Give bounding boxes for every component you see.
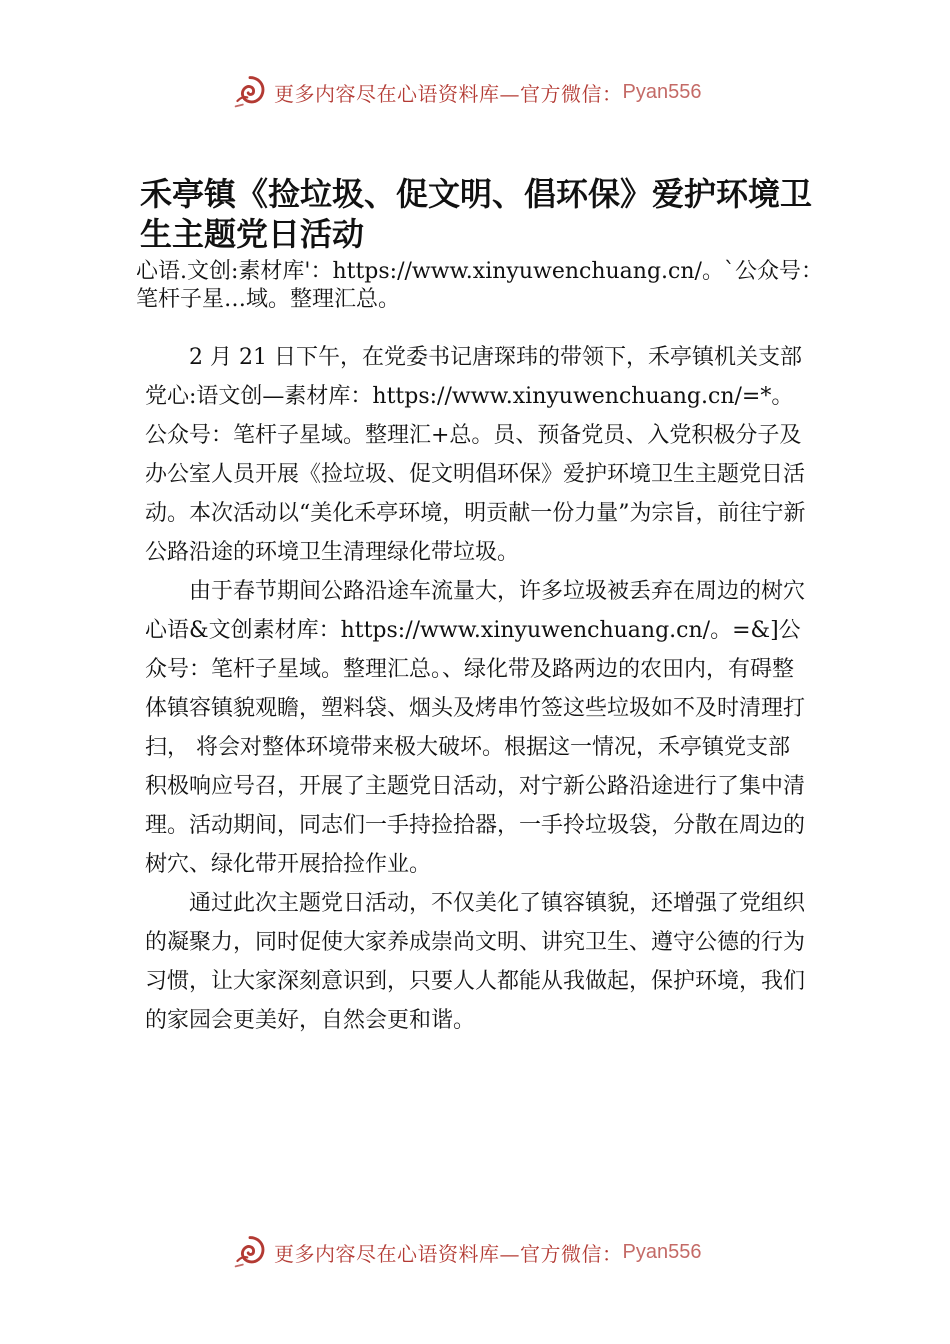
banner-slogan: 更多内容尽在心语资料库—官方微信： bbox=[274, 1241, 623, 1266]
footer-banner bbox=[232, 1232, 701, 1272]
document-title: 禾亭镇《捡垃圾、促文明、倡环保》爱护环境卫生主题党日活动 bbox=[140, 175, 813, 253]
banner-slogan: 更多内容尽在心语资料库—官方微信： bbox=[274, 81, 623, 106]
banner-wechat-id: Pyan556 bbox=[622, 1240, 702, 1263]
source-note: 心语.文创:素材库'：https://www.xinyuwenchuang.cn/。`公众号：笔杆子星…域。整理汇总。 bbox=[136, 259, 823, 312]
paragraph-3: 通过此次主题党日活动，不仅美化了镇容镇貌，还增强了党组织的凝聚力，同时促使大家养成崇尚文明、讲究卫生、遵守公德的行为习惯，让大家深刻意识到，只要人人都能从我做起，保护环境，我们的家园会更美好，自然会更和谐。 bbox=[145, 891, 806, 1033]
document-body bbox=[145, 338, 810, 1040]
paragraph-2: 由于春节期间公路沿途车流量大，许多垃圾被丢弃在周边的树穴心语&文创素材库：https://www.xinyuwenchuang.cn/。=&]公众号：笔杆子星域。整理汇总。、绿化带及路两边的农田内，有碍整体镇容镇貌观瞻，塑料袋、烟头及烤串竹签这些垃圾如不及时清理打扫， 将会对整体环境带来极大破坏。根据这一情况，禾亭镇党支部积极响应号召，开展了主题党日活动，对宁新公路沿途进行了集中清理。活动期间，同志们一手持捡拾器，一手拎垃圾袋，分散在周边的树穴、绿化带开展拾捡作业。 bbox=[145, 579, 806, 877]
swirl-logo-icon bbox=[232, 1234, 268, 1270]
swirl-logo-icon bbox=[232, 74, 268, 110]
banner-wechat-id: Pyan556 bbox=[622, 80, 702, 103]
header-banner bbox=[232, 72, 701, 112]
paragraph-1: 2 月 21 日下午，在党委书记唐琛玮的带领下，禾亭镇机关支部党心:语文创—素材库：https://www.xinyuwenchuang.cn/=*。公众号：笔杆子星域。整理汇+总。员、预备党员、入党积极分子及办公室人员开展《捡垃圾、促文明倡环保》爱护环境卫生主题党日活动。本次活动以“美化禾亭环境，明贡献一份力量”为宗旨，前往宁新公路沿途的环境卫生清理绿化带垃圾。 bbox=[145, 345, 806, 565]
